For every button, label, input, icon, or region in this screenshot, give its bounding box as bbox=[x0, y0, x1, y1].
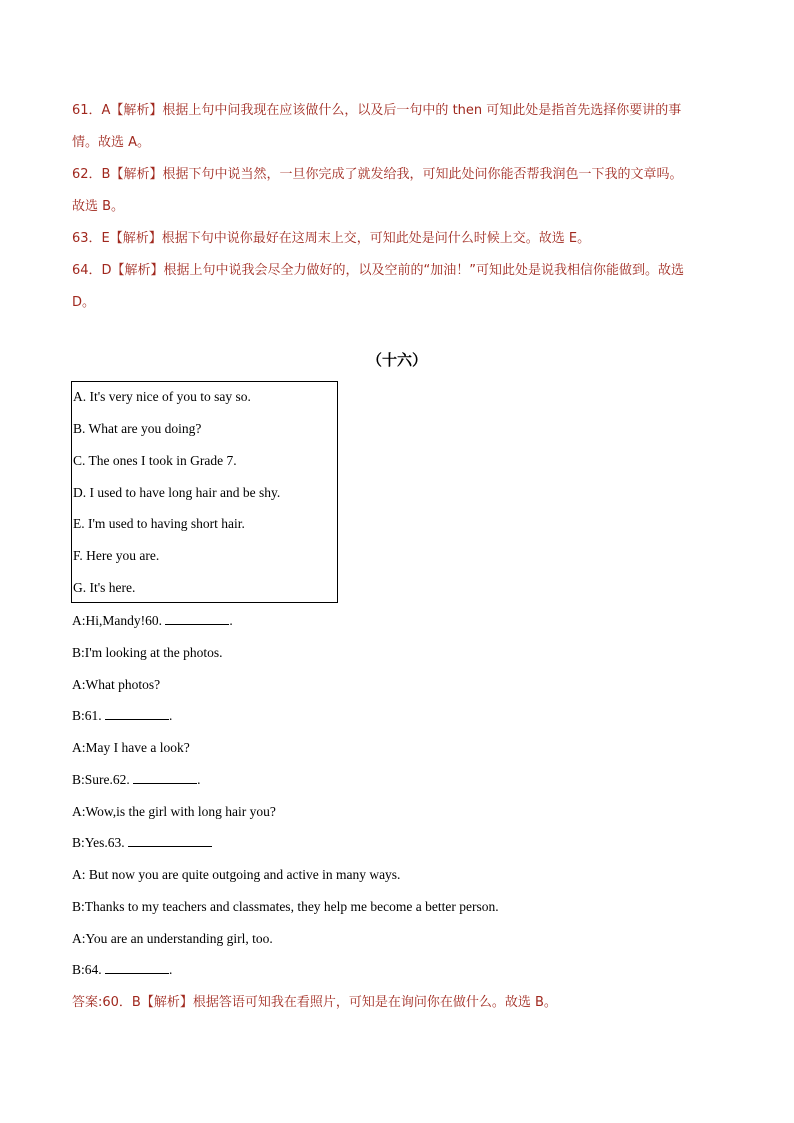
option-a: A. It's very nice of you to say so. bbox=[73, 389, 251, 404]
answer-63-line1: 63．E【解析】根据下句中说你最好在这周末上交，可知此处是问什么时候上交。故选 E。 bbox=[72, 231, 591, 246]
blank-60[interactable] bbox=[165, 613, 229, 625]
dialogue-line-8: B:Yes.63. bbox=[72, 835, 212, 851]
answer-64-line2: D。 bbox=[72, 295, 96, 310]
final-answer: 答案:60．B【解析】根据答语可知我在看照片，可知是在询问你在做什么。故选 B。 bbox=[72, 995, 557, 1010]
blank-64[interactable] bbox=[105, 962, 169, 974]
answer-64-line1: 64．D【解析】根据上句中说我会尽全力做好的，以及空前的“加油！”可知此处是说我相信你能做到。故选 bbox=[72, 263, 685, 278]
answer-61-line2: 情。故选 A。 bbox=[72, 135, 151, 150]
section-title: （十六） bbox=[366, 351, 427, 369]
dialogue-line-11: A:You are an understanding girl, too. bbox=[72, 931, 273, 946]
option-g: G. It's here. bbox=[73, 580, 136, 595]
dialogue-line-9: A: But now you are quite outgoing and active in many ways. bbox=[72, 867, 401, 882]
dialogue-line-3: A:What photos? bbox=[72, 677, 161, 692]
dialogue-line-4: B:61. . bbox=[72, 708, 173, 723]
dialogue-line-2: B:I'm looking at the photos. bbox=[72, 645, 223, 660]
answer-62-line2: 故选 B。 bbox=[72, 199, 125, 214]
dialogue-line-1: A:Hi,Mandy!60. . bbox=[72, 613, 233, 628]
dialogue-line-6: B:Sure.62. . bbox=[72, 772, 201, 787]
blank-63[interactable] bbox=[128, 835, 212, 847]
answer-62-line1: 62．B【解析】根据下句中说当然，一旦你完成了就发给我，可知此处问你能否帮我润色一下我的文章吗。 bbox=[72, 167, 683, 182]
dialogue-line-10: B:Thanks to my teachers and classmates, they help me become a better person. bbox=[72, 899, 499, 914]
dialogue-line-5: A:May I have a look? bbox=[72, 740, 190, 755]
option-e: E. I'm used to having short hair. bbox=[73, 516, 245, 531]
answer-61-line1: 61．A【解析】根据上句中问我现在应该做什么，以及后一句中的 then 可知此处是指首先选择你要讲的事 bbox=[72, 103, 682, 118]
option-d: D. I used to have long hair and be shy. bbox=[73, 485, 281, 500]
dialogue-line-12: B:64. . bbox=[72, 962, 173, 977]
dialogue-line-7: A:Wow,is the girl with long hair you? bbox=[72, 804, 276, 819]
option-f: F. Here you are. bbox=[73, 548, 160, 563]
option-c: C. The ones I took in Grade 7. bbox=[73, 453, 237, 468]
option-b: B. What are you doing? bbox=[73, 421, 202, 436]
options-box bbox=[71, 381, 338, 603]
blank-62[interactable] bbox=[133, 772, 197, 784]
blank-61[interactable] bbox=[105, 708, 169, 720]
